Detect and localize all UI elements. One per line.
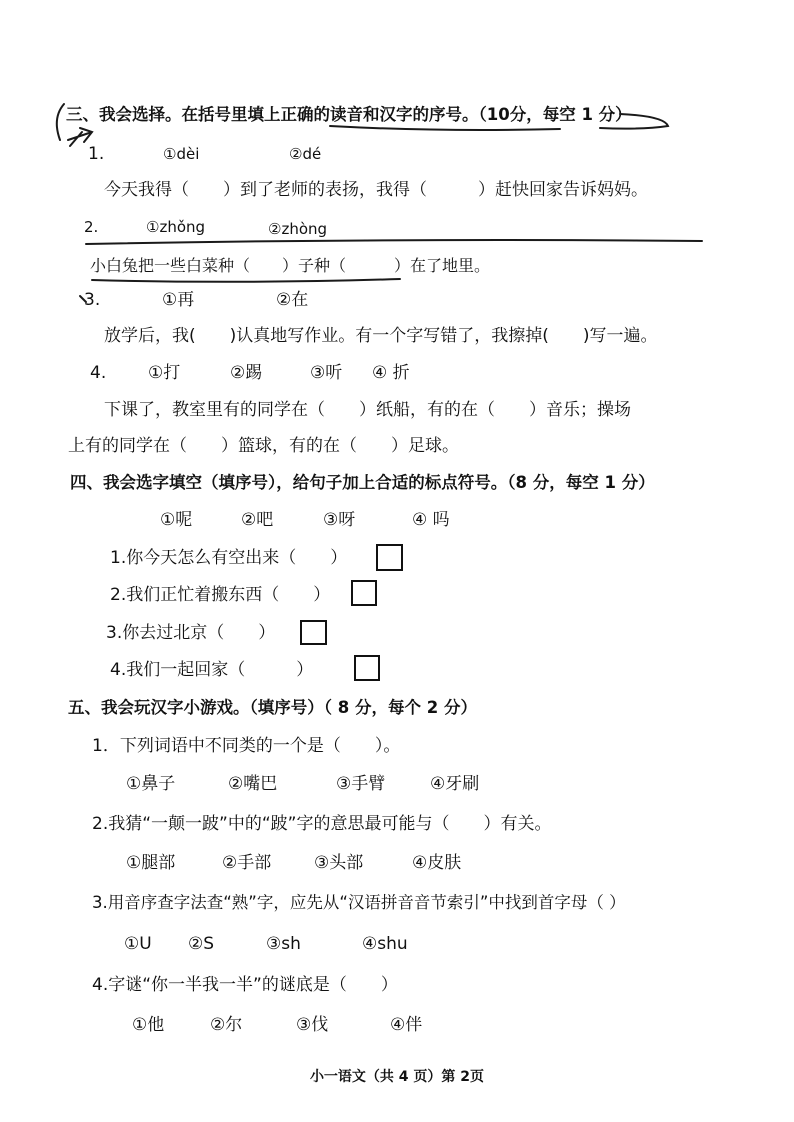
q3-option-2: ②在 (276, 290, 309, 310)
s5-q2-option-3: ③头部 (314, 853, 364, 873)
s5-q1-option-3: ③手臂 (336, 774, 386, 794)
punctuation-box-1[interactable] (376, 544, 403, 571)
q1-option-1: ①dèi (163, 145, 200, 163)
punctuation-box-3[interactable] (300, 620, 327, 645)
s5-q4-option-3: ③伐 (296, 1015, 329, 1035)
punctuation-box-4[interactable] (354, 655, 380, 681)
q3-number: 3. (84, 290, 101, 310)
q4-sentence-line-1: 下课了，教室里有的同学在（ ）纸船，有的在（ ）音乐；操场 (104, 400, 631, 420)
q2-option-2: ②zhòng (268, 220, 328, 238)
q2-sentence: 小白兔把一些白菜种（ ）子种（ ）在了地里。 (90, 256, 491, 275)
s4-item-3: 3.你去过北京（ ） (106, 623, 276, 643)
s5-q3-option-4: ④shu (362, 934, 408, 954)
s5-q2-option-2: ②手部 (222, 853, 272, 873)
s4-option-1: ①呢 (160, 510, 193, 530)
page-footer: 小一语文（共 4 页）第 2页 (309, 1069, 485, 1085)
s4-item-1: 1.你今天怎么有空出来（ ） (110, 548, 348, 568)
q1-option-2: ②dé (289, 145, 322, 163)
s5-q4-text: 4.字谜“你一半我一半”的谜底是（ ） (92, 975, 398, 995)
q1-number: 1. (88, 144, 105, 164)
q4-option-2: ②踢 (230, 363, 263, 383)
q4-option-1: ①打 (148, 363, 181, 383)
s5-q2-text: 2.我猜“一颠一跛”中的“跛”字的意思最可能与（ ）有关。 (92, 814, 552, 834)
q4-sentence-line-2: 上有的同学在（ ）篮球，有的在（ ）足球。 (68, 436, 459, 456)
q1-sentence: 今天我得（ ）到了老师的表扬，我得（ ）赶快回家告诉妈妈。 (104, 180, 648, 200)
punctuation-box-2[interactable] (351, 580, 377, 606)
s5-q1-text: 1．下列词语中不同类的一个是（ ）。 (92, 736, 401, 756)
s5-q4-option-1: ①他 (132, 1015, 165, 1035)
q2-number: 2. (84, 218, 99, 236)
s5-q3-option-2: ②S (188, 934, 215, 954)
s5-q1-option-2: ②嘴巴 (228, 774, 278, 794)
s5-q4-option-4: ④伴 (390, 1015, 423, 1035)
long-rule-line (86, 240, 702, 244)
q4-option-3: ③听 (310, 363, 343, 383)
q3-option-1: ①再 (162, 290, 195, 310)
q2-option-1: ①zhǒng (146, 218, 206, 236)
s5-q1-option-1: ①鼻子 (126, 774, 176, 794)
section4-heading: 四、我会选字填空（填序号），给句子加上合适的标点符号。（8 分，每空 1 分） (70, 473, 655, 492)
section5-heading: 五、我会玩汉字小游戏。（填序号）（ 8 分，每个 2 分） (68, 698, 477, 717)
sentence-underline-mark (92, 279, 400, 282)
s4-option-3: ③呀 (323, 510, 356, 530)
s5-q4-option-2: ②尔 (210, 1015, 243, 1035)
s5-q3-text: 3.用音序查字法查“熟”字，应先从“汉语拼音音节索引”中找到首字母（ ） (92, 893, 626, 912)
s4-option-2: ②吧 (241, 510, 274, 530)
s5-q1-option-4: ④牙刷 (430, 774, 480, 794)
bracket-mark (57, 104, 64, 140)
s4-item-2: 2.我们正忙着搬东西（ ） (110, 585, 331, 605)
section3-heading: 三、我会选择。在括号里填上正确的读音和汉字的序号。（10分，每空 1 分） (66, 105, 632, 124)
q4-number: 4. (90, 363, 107, 383)
s5-q3-option-1: ①U (124, 934, 152, 954)
s5-q3-option-3: ③sh (266, 934, 301, 954)
s4-option-4: ④ 吗 (412, 510, 450, 530)
s5-q2-option-4: ④皮肤 (412, 853, 462, 873)
heading-underline-mark (330, 126, 560, 130)
s5-q2-option-1: ①腿部 (126, 853, 176, 873)
s4-item-4: 4.我们一起回家（ ） (110, 660, 314, 680)
q4-option-4: ④ 折 (372, 363, 410, 383)
q3-sentence: 放学后，我( )认真地写作业。有一个字写错了，我擦掉( )写一遍。 (104, 326, 658, 346)
